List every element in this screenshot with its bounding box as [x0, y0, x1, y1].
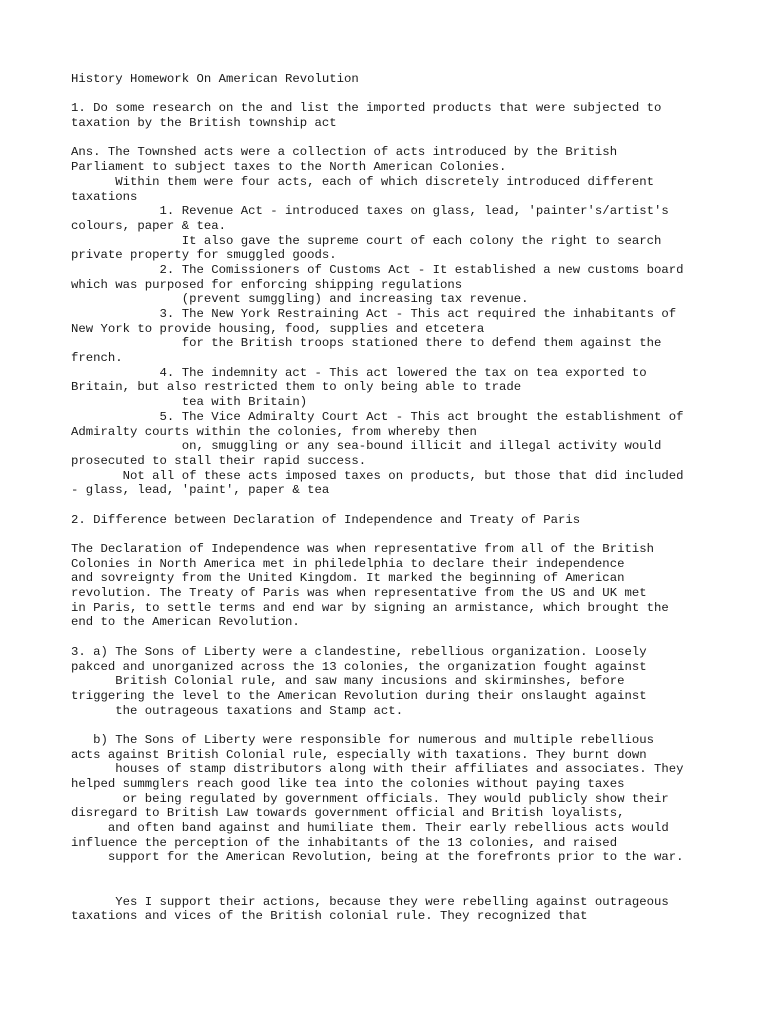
text-line: pakced and unorganized across the 13 colonies, the organization fought against [71, 659, 647, 674]
text-line: (prevent sumggling) and increasing tax revenue. [71, 292, 529, 307]
text-line: on, smuggling or any sea-bound illicit and illegal activity would [71, 439, 662, 454]
text-line: triggering the level to the American Revolution during their onslaught against [71, 688, 647, 703]
text-line: 3. a) The Sons of Liberty were a clandestine, rebellious organization. Loosely [71, 644, 647, 659]
text-line: acts against British Colonial rule, especially with taxations. They burnt down [71, 747, 647, 762]
text-line: Colonies in North America met in philedelphia to declare their independence [71, 556, 625, 571]
text-line: 1. Do some research on the and list the imported products that were subjected to [71, 101, 662, 116]
text-line: helped summglers reach good like tea into the colonies without paying taxes [71, 777, 625, 791]
text-line: colours, paper & tea. [71, 218, 226, 233]
text-line: It also gave the supreme court of each colony the right to search [71, 233, 662, 248]
text-line: 1. Revenue Act - introduced taxes on glass, lead, 'painter's/artist's [71, 204, 669, 219]
text-line: houses of stamp distributors along with their affiliates and associates. They [71, 762, 684, 777]
text-line: Ans. The Townshed acts were a collection of acts introduced by the British [71, 145, 618, 160]
text-line [71, 718, 761, 733]
text-line: The Declaration of Independence was when representative from all of the British [71, 542, 654, 556]
text-line: 3. The New York Restraining Act - This act required the inhabitants of [71, 307, 677, 321]
text-line: 5. The Vice Admiralty Court Act - This act brought the establishment of [71, 409, 684, 424]
text-line: Within them were four acts, each of which discretely introduced different [71, 174, 654, 189]
document-text [71, 72, 761, 924]
text-line: Yes I support their actions, because they were rebelling against outrageous [71, 894, 669, 909]
text-line [71, 498, 761, 513]
text-line: b) The Sons of Liberty were responsible for numerous and multiple rebellious [71, 732, 654, 747]
text-line: private property for smuggled goods. [71, 248, 337, 263]
text-line: taxation by the British township act [71, 116, 337, 131]
text-line [71, 630, 761, 645]
text-line: which was purposed for enforcing shipping regulations [71, 277, 463, 292]
text-line: and sovreignty from the United Kingdom. It marked the beginning of American [71, 571, 625, 586]
text-line: Not all of these acts imposed taxes on products, but those that did included [71, 468, 684, 483]
text-line: Admiralty courts within the colonies, from whereby then [71, 424, 477, 439]
text-line: tea with Britain) [71, 395, 308, 410]
text-line: Parliament to subject taxes to the North American Colonies. [71, 160, 507, 175]
document-title: History Homework On American Revolution [71, 72, 359, 86]
text-line: revolution. The Treaty of Paris was when representative from the US and UK met [71, 586, 647, 601]
text-line: in Paris, to settle terms and end war by signing an armistance, which brought the [71, 600, 669, 615]
text-line: disregard to British Law towards government official and British loyalists, [71, 806, 625, 821]
text-line: Britain, but also restricted them to only being able to trade [71, 380, 522, 395]
text-line [71, 865, 761, 880]
text-line: french. [71, 351, 123, 366]
text-line: - glass, lead, 'paint', paper & tea [71, 483, 330, 498]
text-line: or being regulated by government officials. They would publicly show their [71, 791, 669, 806]
text-line: taxations [71, 189, 138, 204]
text-line: 2. Difference between Declaration of Independence and Treaty of Paris [71, 512, 581, 527]
text-line: and often band against and humiliate them. Their early rebellious acts would [71, 821, 669, 836]
text-line [71, 880, 761, 895]
text-line: influence the perception of the inhabitants of the 13 colonies, and raised [71, 835, 618, 850]
text-line: British Colonial rule, and saw many incusions and skirminshes, before [71, 674, 625, 689]
text-line: end to the American Revolution. [71, 615, 300, 630]
text-line: 4. The indemnity act - This act lowered the tax on tea exported to [71, 365, 647, 380]
text-line: taxations and vices of the British colonial rule. They recognized that [71, 909, 588, 924]
text-line [71, 131, 761, 146]
text-line: prosecuted to stall their rapid success. [71, 453, 367, 468]
text-line: support for the American Revolution, being at the forefronts prior to the war. [71, 850, 684, 865]
text-line: for the British troops stationed there to defend them against the [71, 336, 662, 351]
text-line [71, 87, 761, 102]
text-line [71, 527, 761, 542]
text-line: New York to provide housing, food, supplies and etcetera [71, 321, 485, 336]
text-line: the outrageous taxations and Stamp act. [71, 703, 404, 718]
text-line: 2. The Comissioners of Customs Act - It established a new customs board [71, 262, 684, 277]
